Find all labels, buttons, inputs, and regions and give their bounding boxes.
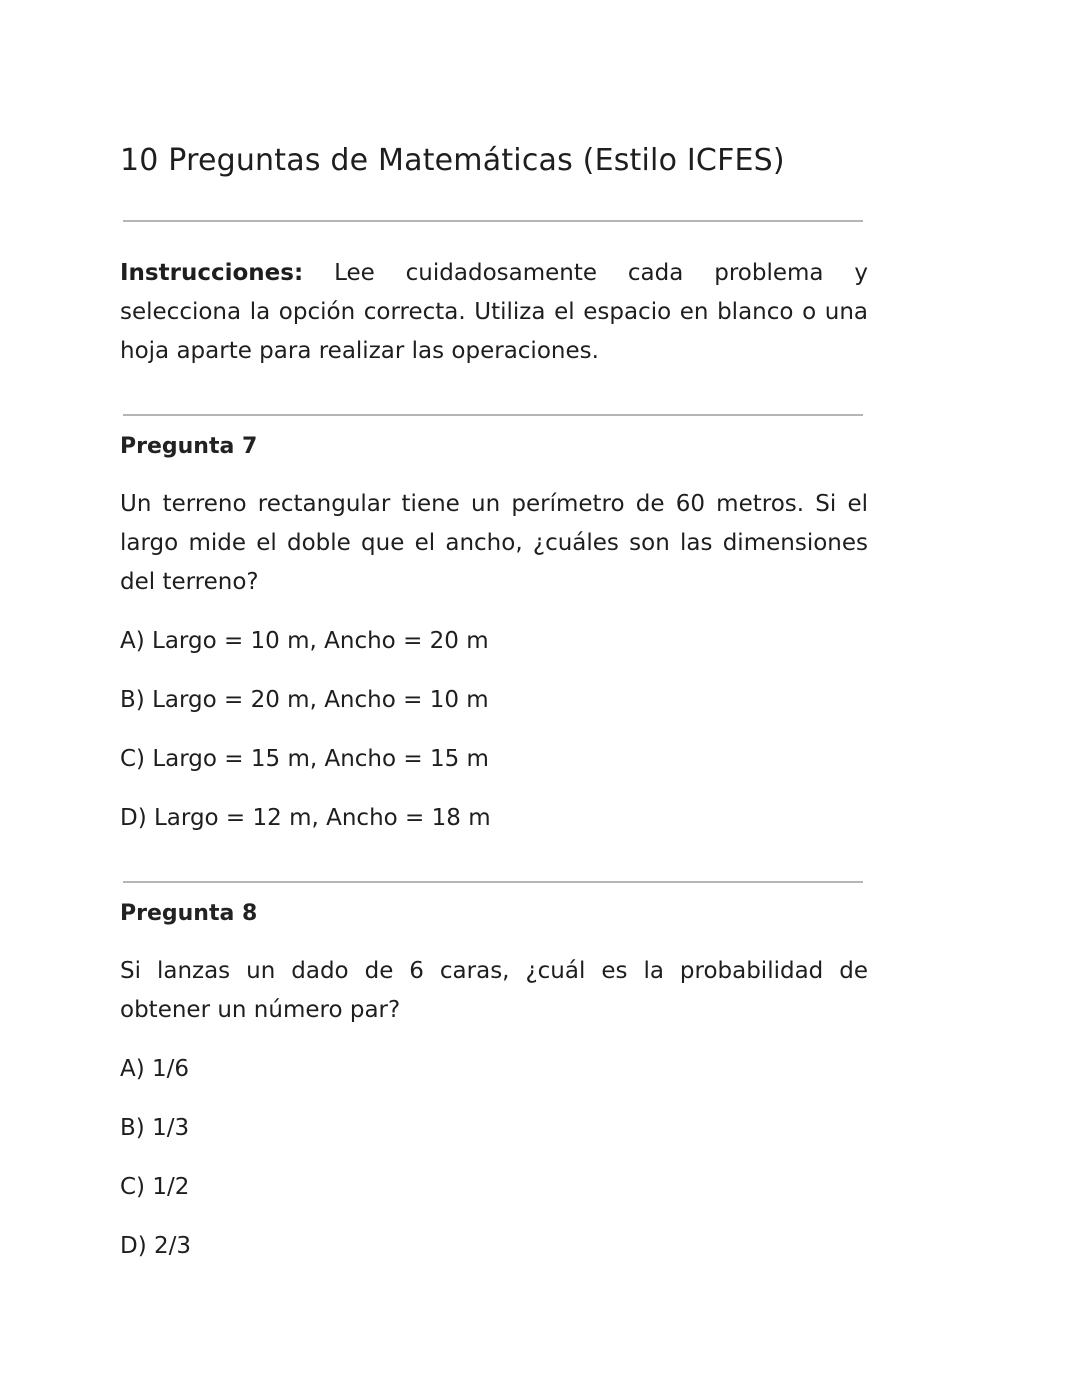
- question-7-option-b: B) Largo = 20 m, Ancho = 10 m: [120, 687, 489, 713]
- instructions-text: Lee cuidadosamente cada problema y selecciona la opción correcta. Utiliza el espacio en blanco o una hoja aparte para realizar las operaciones.: [120, 260, 869, 364]
- question-8-option-d: D) 2/3: [120, 1233, 192, 1259]
- divider: [123, 220, 863, 222]
- question-7-option-c: C) Largo = 15 m, Ancho = 15 m: [120, 746, 489, 772]
- instructions-paragraph: [120, 254, 868, 371]
- question-8-text: Si lanzas un dado de 6 caras, ¿cuál es la probabilidad de obtener un número par?: [120, 958, 868, 1023]
- question-8-option-c: C) 1/2: [120, 1174, 190, 1200]
- question-8-option-a: A) 1/6: [120, 1056, 190, 1082]
- question-7-option-a: A) Largo = 10 m, Ancho = 20 m: [120, 628, 489, 654]
- question-8-heading: Pregunta 8: [120, 901, 258, 926]
- instructions-label: Instrucciones:: [120, 260, 304, 286]
- document-title: 10 Preguntas de Matemáticas (Estilo ICFES): [120, 143, 785, 178]
- question-7-option-d: D) Largo = 12 m, Ancho = 18 m: [120, 805, 491, 831]
- question-7-heading: Pregunta 7: [120, 434, 258, 459]
- question-7-text: Un terreno rectangular tiene un perímetro de 60 metros. Si el largo mide el doble que el ancho, ¿cuáles son las dimensiones del terreno?: [120, 491, 868, 595]
- divider: [123, 414, 863, 416]
- question-8-option-b: B) 1/3: [120, 1115, 190, 1141]
- divider: [123, 881, 863, 883]
